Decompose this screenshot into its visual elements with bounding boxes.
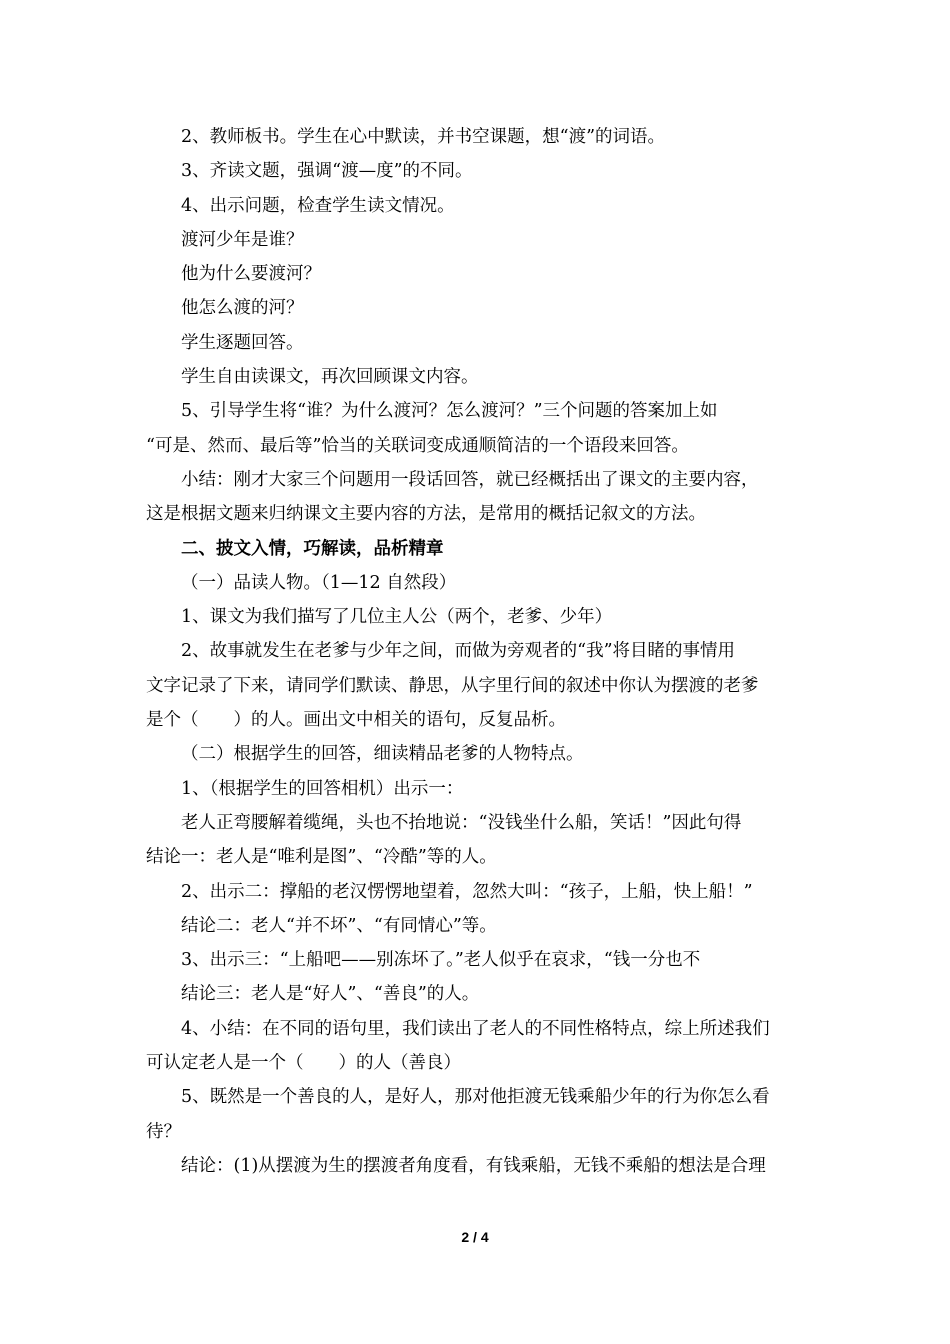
paragraph-line: “可是、然而、最后等”恰当的关联词变成通顺简洁的一个语段来回答。 [146, 435, 689, 456]
paragraph-line: 结论：(1)从摆渡为生的摆渡者角度看，有钱乘船，无钱不乘船的想法是合理 [181, 1155, 766, 1176]
paragraph-line: 结论三：老人是“好人”、“善良”的人。 [181, 984, 480, 1005]
paragraph-line: 这是根据文题来归纳课文主要内容的方法，是常用的概括记叙文的方法。 [146, 504, 706, 525]
paragraph-line: 结论二：老人“并不坏”、“有同情心”等。 [181, 915, 497, 936]
paragraph-line: 1、课文为我们描写了几位主人公（两个，老爹、少年） [181, 607, 613, 628]
paragraph-line: 4、小结：在不同的语句里，我们读出了老人的不同性格特点，综上所述我们 [181, 1018, 770, 1039]
page-number: 2 / 4 [461, 1229, 489, 1245]
paragraph-line: 小结：刚才大家三个问题用一段话回答，就已经概括出了课文的主要内容， [181, 469, 759, 490]
document-body [146, 120, 811, 1183]
paragraph-line: 结论一：老人是“唯利是图”、“冷酷”等的人。 [146, 847, 497, 868]
paragraph-line: 2、故事就发生在老爹与少年之间，而做为旁观者的“我”将目睹的事情用 [181, 641, 736, 662]
subsection-heading: （二）根据学生的回答，细读精品老爹的人物特点。 [181, 744, 584, 765]
paragraph-line: 待？ [146, 1121, 181, 1142]
paragraph-line: 他怎么渡的河？ [181, 298, 304, 319]
paragraph-line: 2、教师板书。学生在心中默读，并书空课题，想“渡”的词语。 [181, 127, 666, 147]
subsection-heading: （一）品读人物。（1—12 自然段） [181, 572, 457, 593]
paragraph-line: 学生逐题回答。 [181, 332, 304, 353]
paragraph-line: 他为什么要渡河？ [181, 264, 321, 285]
paragraph-line: 文字记录了下来，请同学们默读、静思，从字里行间的叙述中你认为摆渡的老爹 [146, 675, 759, 696]
paragraph-line: 渡河少年是谁？ [181, 229, 304, 250]
paragraph-line: 5、既然是一个善良的人，是好人，那对他拒渡无钱乘船少年的行为你怎么看 [181, 1087, 770, 1108]
paragraph-line: 1、（根据学生的回答相机）出示一： [181, 778, 464, 799]
section-heading: 二、披文入情，巧解读，品析精章 [181, 538, 444, 559]
paragraph-line: 3、出示三：“上船吧——别冻坏了。”老人似乎在哀求，“钱一分也不 [181, 950, 701, 971]
paragraph-line: 可认定老人是一个（ ）的人（善良） [146, 1053, 461, 1074]
paragraph-line: 5、引导学生将“谁？为什么渡河？怎么渡河？”三个问题的答案加上如 [181, 401, 718, 422]
paragraph-line: 4、出示问题，检查学生读文情况。 [181, 195, 455, 216]
quote-line: 老人正弯腰解着缆绳，头也不抬地说：“没钱坐什么船，笑话！”因此句得 [181, 812, 742, 833]
paragraph-line: 3、齐读文题，强调“渡—度”的不同。 [181, 161, 473, 182]
paragraph-line: 2、出示二：撑船的老汉愣愣地望着，忽然大叫：“孩子，上船，快上船！” [181, 881, 753, 902]
paragraph-line: 学生自由读课文，再次回顾课文内容。 [181, 367, 479, 388]
paragraph-line: 是个（ ）的人。画出文中相关的语句，反复品析。 [146, 710, 566, 731]
